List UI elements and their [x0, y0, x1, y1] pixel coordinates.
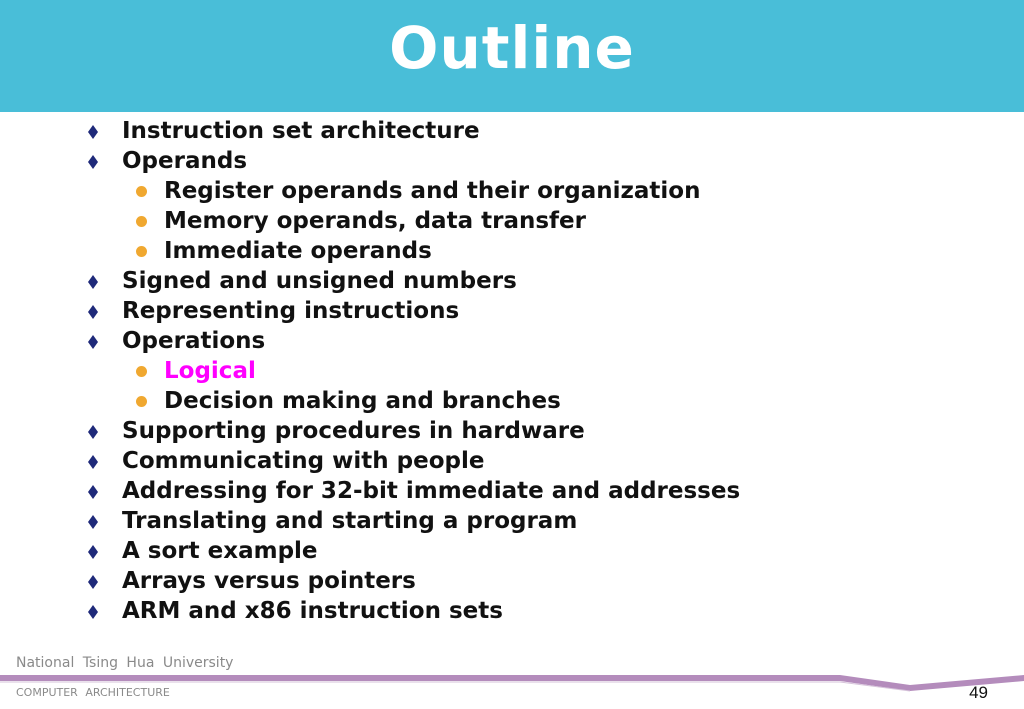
diamond-bullet-icon: [84, 296, 104, 326]
outline-item-text: Operations: [122, 328, 266, 354]
outline-item-text: Decision making and branches: [164, 388, 561, 414]
outline-item: [0, 596, 1024, 626]
outline-item-text: Representing instructions: [122, 298, 460, 324]
diamond-bullet-icon: [84, 446, 104, 476]
diamond-bullet-icon: [84, 566, 104, 596]
diamond-bullet-icon: [84, 266, 104, 296]
outline-item: [0, 116, 1024, 146]
title-bar: [0, 0, 1024, 112]
outline-subitem: [0, 206, 1024, 236]
outline-item-text: Addressing for 32-bit immediate and addresses: [122, 478, 741, 504]
diamond-bullet-icon: [84, 326, 104, 356]
dot-bullet-icon: [134, 356, 150, 386]
outline-item: [0, 296, 1024, 326]
outline-item: [0, 326, 1024, 356]
dot-bullet-icon: [134, 206, 150, 236]
diamond-bullet-icon: [84, 476, 104, 506]
outline-item: [0, 146, 1024, 176]
outline-item-text: Signed and unsigned numbers: [122, 268, 517, 294]
outline-item-text: Register operands and their organization: [164, 178, 701, 204]
outline-item-text: Supporting procedures in hardware: [122, 418, 585, 444]
outline-list: [0, 116, 1024, 626]
outline-item: [0, 566, 1024, 596]
outline-item-text: Communicating with people: [122, 448, 485, 474]
outline-item-text: Operands: [122, 148, 248, 174]
outline-item-text: Immediate operands: [164, 238, 432, 264]
outline-subitem: [0, 176, 1024, 206]
diamond-bullet-icon: [84, 506, 104, 536]
outline-item-text: A sort example: [122, 538, 318, 564]
dot-bullet-icon: [134, 176, 150, 206]
outline-item-text: ARM and x86 instruction sets: [122, 598, 503, 624]
outline-item-text: Instruction set architecture: [122, 118, 480, 144]
outline-subitem: [0, 356, 1024, 386]
outline-item-text: Memory operands, data transfer: [164, 208, 586, 234]
outline-item: [0, 266, 1024, 296]
footer-course-name: COMPUTER ARCHITECTURE: [16, 686, 170, 699]
outline-item: [0, 416, 1024, 446]
outline-item-text: Logical: [164, 358, 256, 384]
diamond-bullet-icon: [84, 146, 104, 176]
diamond-bullet-icon: [84, 596, 104, 626]
outline-item-text: Arrays versus pointers: [122, 568, 416, 594]
page-number: 49: [969, 683, 988, 702]
dot-bullet-icon: [134, 386, 150, 416]
dot-bullet-icon: [134, 236, 150, 266]
diamond-bullet-icon: [84, 416, 104, 446]
outline-item: [0, 476, 1024, 506]
slide-title: Outline: [389, 14, 635, 82]
diamond-bullet-icon: [84, 116, 104, 146]
outline-subitem: [0, 386, 1024, 416]
outline-item: [0, 446, 1024, 476]
diamond-bullet-icon: [84, 536, 104, 566]
footer-organization: National Tsing Hua University: [16, 655, 234, 671]
outline-item-text: Translating and starting a program: [122, 508, 578, 534]
outline-item: [0, 506, 1024, 536]
outline-subitem: [0, 236, 1024, 266]
outline-item: [0, 536, 1024, 566]
